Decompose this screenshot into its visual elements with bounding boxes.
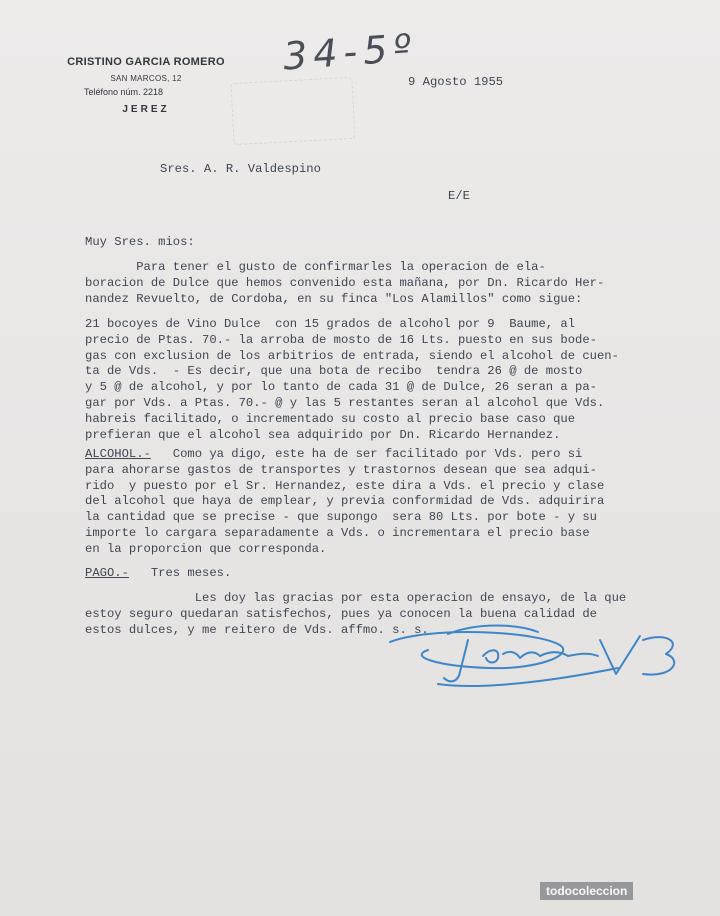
letterhead-city: JEREZ <box>122 104 170 115</box>
text-line: estos dulces, y me reitero de Vds. affmo. s. s. <box>85 622 429 637</box>
recipient: Sres. A. R. Valdespino <box>160 162 321 176</box>
text-line: Les doy las gracias por esta operacion de ensayo, de la que <box>85 591 627 605</box>
text-line-with-label <box>85 447 695 463</box>
payment-label: PAGO.- <box>85 566 129 580</box>
salutation: Muy Sres. mios: <box>85 235 195 249</box>
text-line: del alcohol que haya de emplear, y previa conformidad de Vds. adquirira <box>85 494 605 509</box>
paragraph-intro <box>85 260 695 307</box>
letterhead-phone: Teléfono núm. 2218 <box>84 87 164 97</box>
faded-stamp <box>230 77 355 145</box>
text-line: en la proporcion que corresponda. <box>85 541 327 556</box>
text-line-with-label <box>85 566 695 582</box>
text-line: nandez Revuelto, de Cordoba, en su finca "Los Alamillos" como sigue: <box>85 291 583 306</box>
text-line: gar por Vds. a Ptas. 70.- @ y las 5 restantes seran al alcohol que Vds. <box>85 395 605 410</box>
reference: E/E <box>448 189 470 203</box>
text-line: para ahorarse gastos de transportes y trastornos desean que sea adqui- <box>85 462 597 477</box>
text-line: la cantidad que se precise - que supongo sera 80 Lts. por bote - y su <box>85 510 597 525</box>
letterhead-name: CRISTINO GARCIA ROMERO <box>67 56 225 68</box>
text-line: y 5 @ de alcohol, y por lo tanto de cada 31 @ de Dulce, 26 seran a pa- <box>85 380 597 395</box>
handwritten-number: 34-5º <box>281 25 419 79</box>
text-line: Como ya digo, este ha de ser facilitado por Vds. pero si <box>150 447 583 461</box>
watermark-stamp: todocoleccion <box>540 882 633 900</box>
alcohol-label: ALCOHOL.- <box>85 447 151 461</box>
text-line: Para tener el gusto de confirmarles la operacion de ela- <box>85 260 546 274</box>
signature <box>388 612 688 702</box>
text-line: habreis facilitado, o incrementado su costo al precio base caso que <box>85 411 576 426</box>
text-line: estoy seguro quedaran satisfechos, pues ya conocen la buena calidad de <box>85 606 597 621</box>
letterhead <box>46 56 246 115</box>
text-line: prefieran que el alcohol sea adquirido por Dn. Ricardo Hernandez. <box>85 427 561 442</box>
text-line: boracion de Dulce que hemos convenido esta mañana, por Dn. Ricardo Her- <box>85 275 605 290</box>
paragraph-payment <box>85 566 695 582</box>
text-line: importe lo cargara separadamente a Vds. o incrementara el precio base <box>85 525 590 540</box>
text-line: gas con exclusion de los arbitrios de entrada, siendo el alcohol de cuen- <box>85 348 619 363</box>
paragraph-alcohol <box>85 447 695 558</box>
text-line: 21 bocoyes de Vino Dulce con 15 grados de alcohol por 9 Baume, al <box>85 317 576 331</box>
text-line: precio de Ptas. 70.- la arroba de mosto de 16 Lts. puesto en sus bode- <box>85 332 597 347</box>
paragraph-terms <box>85 317 695 443</box>
letter-date: 9 Agosto 1955 <box>408 75 504 89</box>
text-line: rido y puesto por el Sr. Hernandez, este dira a Vds. el precio y clase <box>85 478 605 493</box>
text-line: Tres meses. <box>128 566 232 580</box>
letterhead-address: SAN MARCOS, 12 <box>110 74 182 83</box>
text-line: ta de Vds. - Es decir, que una bota de recibo tendra 26 @ de mosto <box>85 364 583 379</box>
